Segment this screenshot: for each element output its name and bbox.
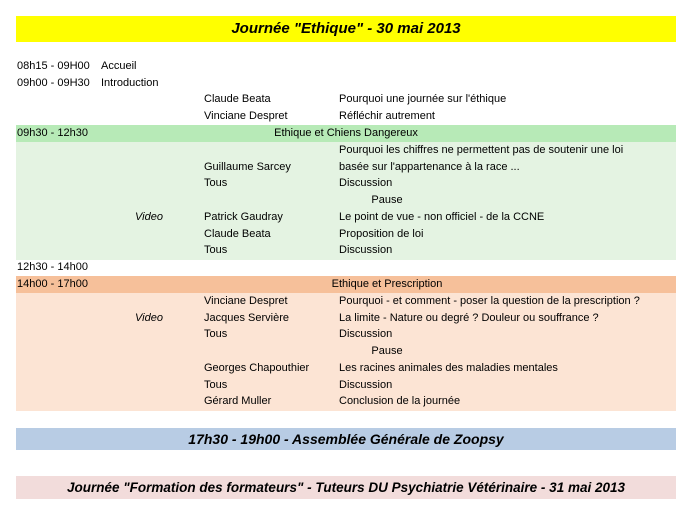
section-header-ethique — [0, 125, 693, 142]
topic: La limite - Nature ou degré ? Douleur ou souffrance ? — [339, 312, 599, 324]
topic: Le point de vue - non officiel - de la CCNE — [339, 211, 545, 223]
pause-row — [0, 343, 693, 360]
speaker: Jacques Servière — [204, 312, 289, 324]
schedule-row — [0, 175, 693, 192]
topic: Proposition de loi — [339, 228, 424, 240]
topic: Conclusion de la journée — [339, 395, 461, 407]
session-label: Accueil — [101, 60, 137, 72]
section-title: Ethique et Prescription — [331, 278, 443, 290]
topic: Discussion — [339, 177, 393, 189]
speaker: Vinciane Despret — [204, 110, 288, 122]
speaker: Tous — [204, 177, 228, 189]
schedule-row-intro — [0, 75, 693, 92]
speaker: Claude Beata — [204, 93, 271, 105]
topic: Discussion — [339, 379, 393, 391]
schedule-row — [0, 393, 693, 410]
time-slot: 12h30 - 14h00 — [17, 261, 88, 273]
time-slot: 09h00 - 09H30 — [17, 77, 90, 89]
assemblee-generale-banner: 17h30 - 19h00 - Assemblée Générale de Zoopsy — [16, 428, 676, 450]
schedule-row — [0, 310, 693, 327]
section-header-prescription — [0, 276, 693, 293]
video-label: Video — [135, 211, 163, 223]
topic: Pourquoi - et comment - poser la question de la prescription ? — [339, 295, 640, 307]
session-label: Introduction — [101, 77, 159, 89]
schedule-row — [0, 108, 693, 125]
schedule-row — [0, 142, 693, 159]
schedule-row — [0, 159, 693, 176]
speaker: Vinciane Despret — [204, 295, 288, 307]
speaker: Patrick Gaudray — [204, 211, 283, 223]
time-slot: 09h30 - 12h30 — [17, 127, 88, 139]
speaker: Tous — [204, 244, 228, 256]
topic: Discussion — [339, 244, 393, 256]
schedule-row — [0, 91, 693, 108]
speaker: Claude Beata — [204, 228, 271, 240]
pause-label: Pause — [371, 194, 403, 206]
schedule-row — [0, 242, 693, 259]
schedule-row — [0, 293, 693, 310]
topic: Pourquoi une journée sur l'éthique — [339, 93, 507, 105]
topic: Discussion — [339, 328, 393, 340]
schedule-row-accueil — [0, 58, 693, 75]
pause-label: Pause — [371, 345, 403, 357]
page-title: Journée "Ethique" - 30 mai 2013 — [16, 16, 676, 42]
schedule-row — [0, 226, 693, 243]
topic: Réfléchir autrement — [339, 110, 435, 122]
speaker: Tous — [204, 328, 228, 340]
topic: Pourquoi les chiffres ne permettent pas de soutenir une loi — [339, 144, 624, 156]
section-title: Ethique et Chiens Dangereux — [274, 127, 418, 139]
schedule-row — [0, 209, 693, 226]
topic: basée sur l'appartenance à la race ... — [339, 161, 520, 173]
schedule-row — [0, 326, 693, 343]
pause-row — [0, 192, 693, 209]
schedule-row-lunch — [0, 259, 693, 276]
speaker: Guillaume Sarcey — [204, 161, 291, 173]
formation-day-banner: Journée "Formation des formateurs" - Tuteurs DU Psychiatrie Vétérinaire - 31 mai 2013 — [16, 476, 676, 499]
schedule-row — [0, 360, 693, 377]
time-slot: 14h00 - 17h00 — [17, 278, 88, 290]
schedule-row — [0, 377, 693, 394]
speaker: Tous — [204, 379, 228, 391]
topic: Les racines animales des maladies mentales — [339, 362, 558, 374]
speaker: Gérard Muller — [204, 395, 272, 407]
time-slot: 08h15 - 09H00 — [17, 60, 90, 72]
video-label: Video — [135, 312, 163, 324]
speaker: Georges Chapouthier — [204, 362, 310, 374]
